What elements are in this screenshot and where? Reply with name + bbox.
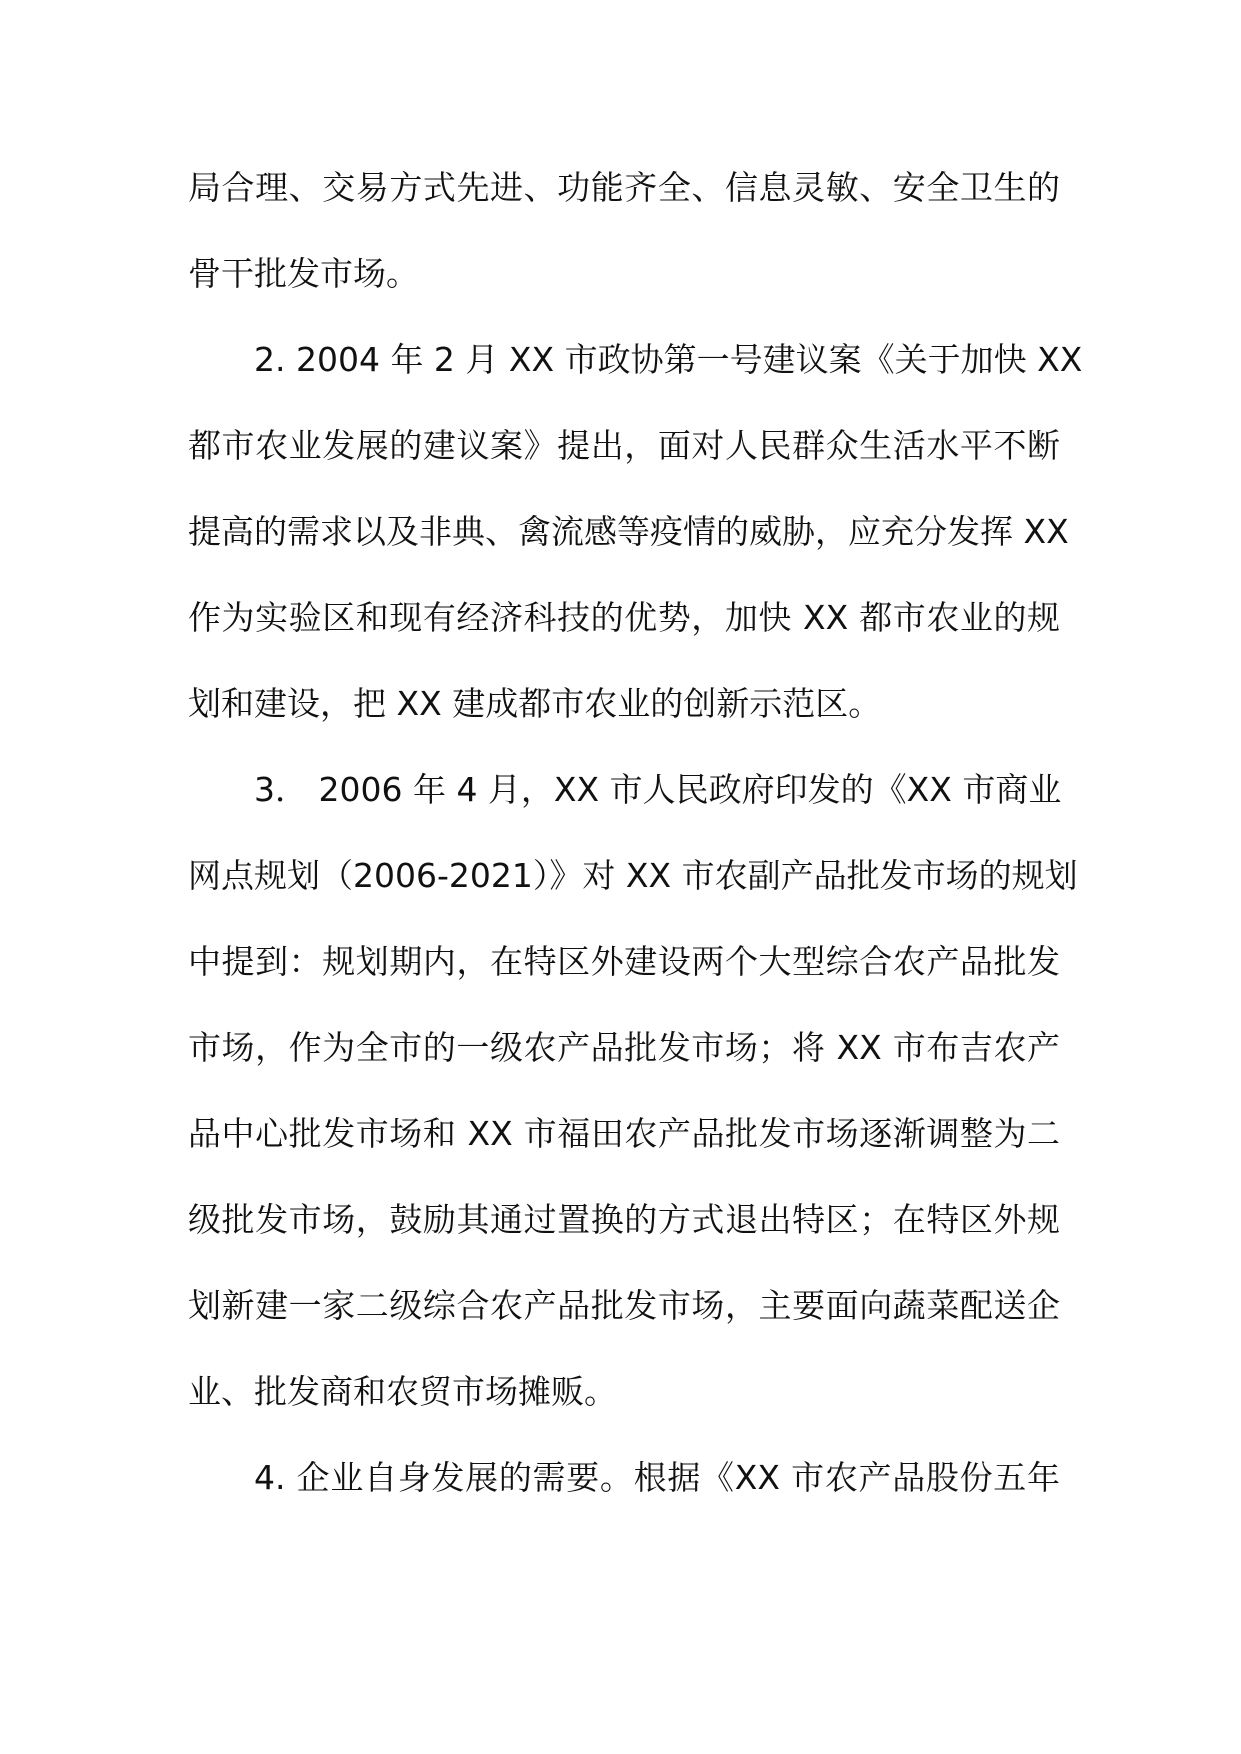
text-line-9: 网点规划（2006-2021）》对 XX 市农副产品批发市场的规划	[188, 856, 1078, 895]
text-line-10: 中提到：规划期内，在特区外建设两个大型综合农产品批发	[188, 942, 1060, 981]
text-line-7: 划和建设，把 XX 建成都市农业的创新示范区。	[188, 684, 882, 723]
text-line-16: 4. 企业自身发展的需要。根据《XX 市农产品股份五年	[254, 1458, 1060, 1497]
text-line-14: 划新建一家二级综合农产品批发市场，主要面向蔬菜配送企	[188, 1286, 1060, 1325]
text-line-6: 作为实验区和现有经济科技的优势，加快 XX 都市农业的规	[188, 598, 1060, 637]
text-line-15: 业、批发商和农贸市场摊贩。	[188, 1372, 617, 1411]
text-line-8: 3． 2006 年 4 月，XX 市人民政府印发的《XX 市商业	[254, 770, 1062, 809]
text-line-12: 品中心批发市场和 XX 市福田农产品批发市场逐渐调整为二	[188, 1114, 1060, 1153]
text-line-1: 局合理、交易方式先进、功能齐全、信息灵敏、安全卫生的	[188, 168, 1060, 207]
text-line-4: 都市农业发展的建议案》提出，面对人民群众生活水平不断	[188, 426, 1060, 465]
text-line-13: 级批发市场，鼓励其通过置换的方式退出特区；在特区外规	[188, 1200, 1060, 1239]
body-text	[188, 145, 1083, 1521]
text-line-5: 提高的需求以及非典、禽流感等疫情的威胁，应充分发挥 XX	[188, 512, 1069, 551]
text-line-11: 市场，作为全市的一级农产品批发市场；将 XX 市布吉农产	[188, 1028, 1060, 1067]
text-line-2: 骨干批发市场。	[188, 254, 419, 293]
text-line-3: 2. 2004 年 2 月 XX 市政协第一号建议案《关于加快 XX	[254, 340, 1083, 379]
